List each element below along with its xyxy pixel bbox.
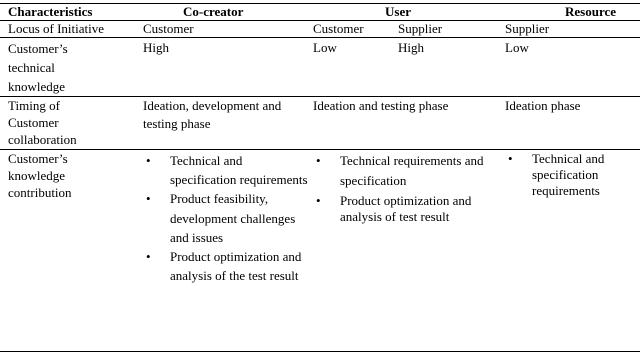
list-item-text: Technical requirements and specification	[340, 153, 484, 188]
list-item-text: Technical and specification requirements	[170, 153, 308, 188]
bullet-icon: •	[146, 153, 151, 168]
header-user: User	[385, 4, 411, 19]
knowledge-user-a: Low	[313, 40, 337, 55]
header-cocreator: Co-creator	[183, 4, 244, 19]
header-characteristics: Characteristics	[8, 4, 93, 19]
knowledge-cocreator: High	[143, 40, 169, 55]
row-label-knowledge: Customer’s technical knowledge	[8, 41, 68, 94]
bullet-icon: •	[146, 191, 151, 207]
table-bottom-rule	[0, 351, 640, 352]
table-top-rule	[0, 3, 640, 4]
locus-user-customer: Customer	[313, 21, 364, 36]
knowledge-resource: Low	[505, 40, 529, 55]
bullet-icon: •	[316, 193, 321, 208]
row-label-timing: Timing of Customer collaboration	[8, 98, 77, 147]
contribution-user-list	[313, 151, 488, 225]
list-item-text: Product feasibility, development challenges and issues	[170, 191, 296, 245]
row-divider	[0, 149, 640, 150]
list-item-text: Technical and specification requirements	[532, 151, 605, 198]
timing-user: Ideation and testing phase	[313, 98, 449, 113]
contribution-resource-list	[505, 151, 635, 199]
locus-user-supplier: Supplier	[398, 21, 443, 36]
bullet-icon: •	[316, 153, 321, 168]
header-resource: Resource	[565, 4, 617, 19]
list-item-text: Product optimization and analysis of test result	[340, 193, 472, 224]
locus-cocreator: Customer	[143, 21, 194, 36]
locus-resource: Supplier	[505, 21, 550, 36]
list-item	[143, 151, 308, 189]
timing-resource: Ideation phase	[505, 98, 581, 113]
bullet-icon: •	[508, 151, 513, 166]
bullet-icon: •	[146, 249, 151, 265]
timing-cocreator: Ideation, development and testing phase	[143, 98, 282, 131]
contribution-cocreator-list	[143, 151, 308, 285]
list-item	[143, 247, 308, 285]
row-label-locus: Locus of Initiative	[8, 21, 105, 36]
list-item	[313, 151, 488, 191]
list-item-text: Product optimization and analysis of the test result	[170, 249, 302, 284]
row-label-contribution: Customer’s knowledge contribution	[8, 151, 72, 200]
list-item	[313, 193, 488, 225]
list-item	[143, 189, 308, 247]
list-item	[505, 151, 635, 199]
knowledge-user-b: High	[398, 40, 424, 55]
